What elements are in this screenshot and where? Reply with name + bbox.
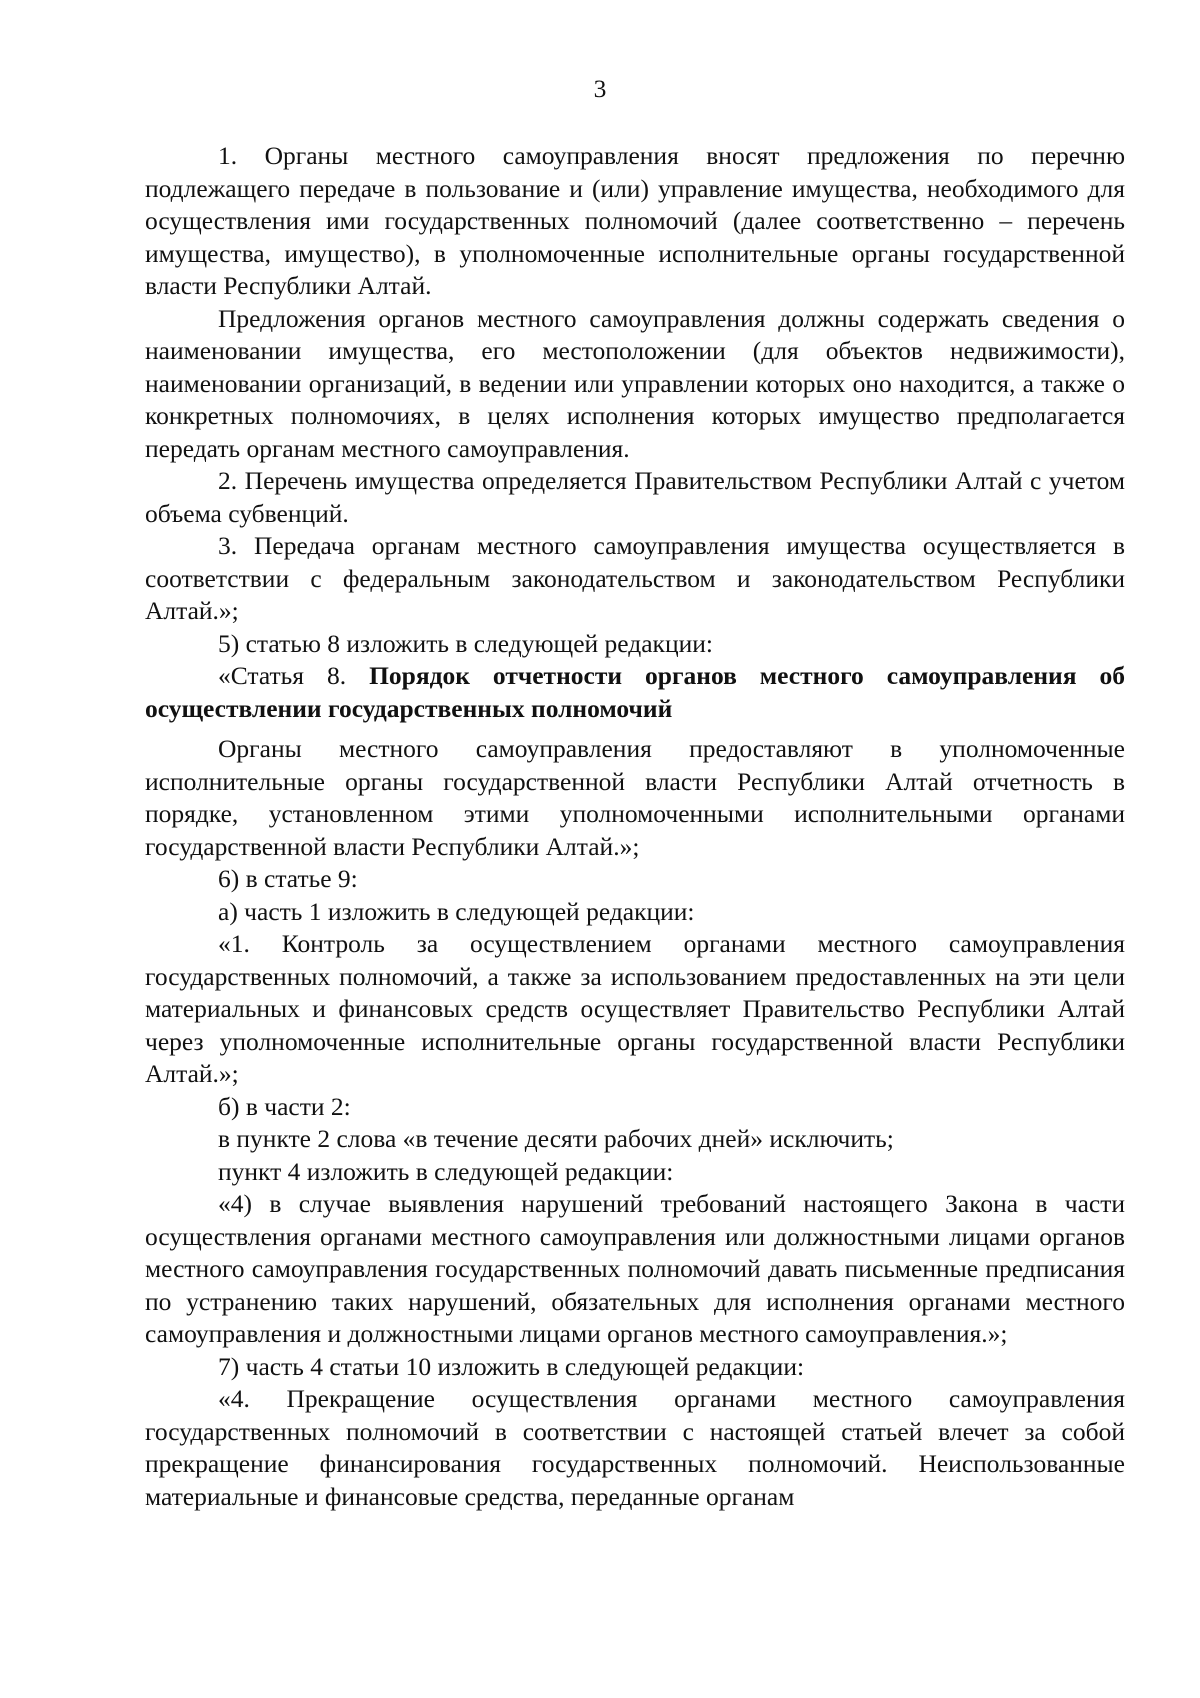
paragraph: «4) в случае выявления нарушений требований настоящего Закона в части осуществления органами местного самоуправления или должностными лицами органов местного самоуправления государственных полномочий давать письменные предписания по устранению таких нарушений, обязательных для исполнения органами местного самоуправления и должностными лицами органов местного самоуправления.»; — [145, 1189, 1125, 1348]
paragraph: Органы местного самоуправления предоставляют в уполномоченные исполнительные органы государственной власти Республики Алтай отчетность в порядке, установленном этими уполномоченными исполнительными органами государственной власти Республики Алтай.»; — [145, 734, 1125, 861]
page-number: 3 — [593, 74, 607, 103]
paragraph: б) в части 2: — [218, 1091, 351, 1121]
document-body — [145, 140, 1125, 1513]
paragraph: 3. Передача органам местного самоуправления имущества осуществляется в соответствии с федеральным законодательством и законодательством Республики Алтай.»; — [145, 531, 1125, 625]
paragraph: пункт 4 изложить в следующей редакции: — [218, 1156, 674, 1186]
paragraph: а) часть 1 изложить в следующей редакции: — [218, 896, 695, 926]
paragraph: в пункте 2 слова «в течение десяти рабочих дней» исключить; — [218, 1124, 894, 1153]
paragraph: 6) в статье 9: — [218, 864, 358, 893]
paragraph: 2. Перечень имущества определяется Правительством Республики Алтай с учетом объема субвенций. — [145, 466, 1125, 528]
paragraph: 7) часть 4 статьи 10 изложить в следующей редакции: — [218, 1351, 805, 1381]
paragraph: 5) статью 8 изложить в следующей редакции: — [218, 628, 713, 658]
paragraph: Предложения органов местного самоуправления должны содержать сведения о наименовании имущества, его местоположении (для объектов недвижимости), наименовании организаций, в ведении или управлении которых оно находится, а также о конкретных полномочиях, в целях исполнения которых имущество предполагается передать органам местного самоуправления. — [145, 303, 1125, 463]
paragraph: «4. Прекращение осуществления органами местного самоуправления государственных полномочий в соответствии с настоящей статьей влечет за собой прекращение финансирования государственных полномочий. Неиспользованные материальные и финансовые средства, переданные органам — [145, 1384, 1125, 1511]
article-prefix: «Статья 8. — [218, 661, 370, 690]
article-title: Порядок отчетности органов местного самоуправления об осуществлении государственных полномочий — [145, 661, 1125, 723]
article-heading — [145, 660, 1125, 725]
paragraph: «1. Контроль за осуществлением органами местного самоуправления государственных полномочий, а также за использованием предоставленных на эти цели материальных и финансовых средств осуществляет Правительство Республики Алтай через уполномоченные исполнительные органы государственной власти Республики Алтай.»; — [145, 929, 1125, 1088]
paragraph: 1. Органы местного самоуправления вносят предложения по перечню подлежащего передаче в пользование и (или) управление имущества, необходимого для осуществления ими государственных полномочий (далее соответственно – перечень имущества, имущество), в уполномоченные исполнительные органы государственной власти Республики Алтай. — [145, 141, 1125, 300]
